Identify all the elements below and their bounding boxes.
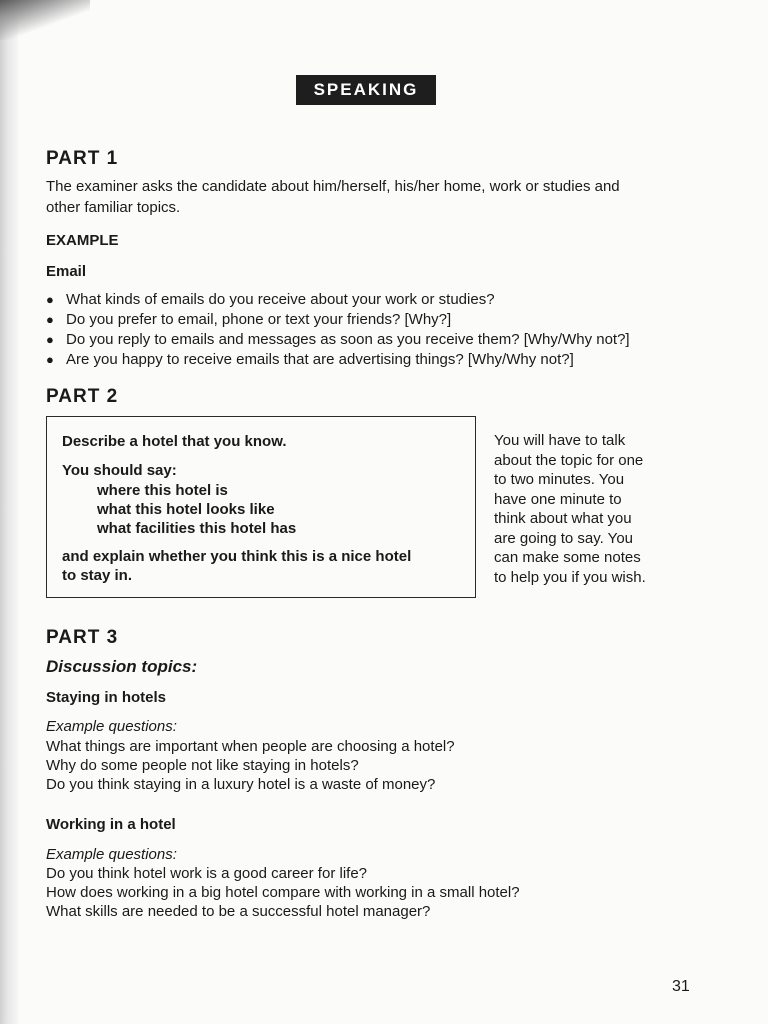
list-item: ● Do you prefer to email, phone or text your friends? [Why?] — [46, 311, 452, 328]
part3-topic-title: Working in a hotel — [46, 816, 176, 833]
cue-card — [46, 416, 476, 598]
page-left-edge-shadow — [0, 0, 18, 1024]
speaking-banner: SPEAKING — [296, 75, 436, 105]
part3-question: What things are important when people are choosing a hotel? — [46, 738, 455, 755]
list-item: ● Are you happy to receive emails that are advertising things? [Why/Why not?] — [46, 351, 574, 368]
part3-question: Do you think hotel work is a good career for life? — [46, 865, 367, 882]
part3-discussion-label: Discussion topics: — [46, 657, 198, 676]
part2-heading: PART 2 — [46, 386, 119, 407]
part3-question: Why do some people not like staying in hotels? — [46, 757, 359, 774]
part1-heading: PART 1 — [46, 148, 119, 169]
cue-card-explain-line2: to stay in. — [62, 567, 133, 584]
cue-card-point: where this hotel is — [97, 482, 228, 499]
bullet-icon: ● — [46, 292, 54, 307]
part1-question-list — [46, 290, 630, 370]
cue-card-task: Describe a hotel that you know. — [62, 433, 287, 450]
cue-card-point: what this hotel looks like — [97, 501, 275, 518]
page-corner-shadow — [0, 0, 90, 40]
part3-heading: PART 3 — [46, 627, 119, 648]
list-item: ● Do you reply to emails and messages as soon as you receive them? [Why/Why not?] — [46, 331, 630, 348]
part1-topic: Email — [46, 263, 87, 280]
part3-question: Do you think staying in a luxury hotel is a waste of money? — [46, 776, 436, 793]
bullet-icon: ● — [46, 312, 54, 327]
part1-intro-line1: The examiner asks the candidate about him/herself, his/her home, work or studies and — [46, 178, 620, 195]
cue-card-point: what facilities this hotel has — [97, 520, 297, 537]
page-number: 31 — [672, 978, 690, 995]
part3-question: What skills are needed to be a successful hotel manager? — [46, 903, 431, 920]
cue-card-should-say: You should say: — [62, 462, 177, 479]
bullet-icon: ● — [46, 332, 54, 347]
part3-question: How does working in a big hotel compare with working in a small hotel? — [46, 884, 520, 901]
part1-example-label: EXAMPLE — [46, 232, 119, 249]
part1-intro-line2: other familiar topics. — [46, 199, 181, 216]
list-item: ● What kinds of emails do you receive about your work or studies? — [46, 291, 495, 308]
part3-example-label: Example questions: — [46, 846, 177, 863]
part3-example-label: Example questions: — [46, 718, 177, 735]
part3-topic-title: Staying in hotels — [46, 689, 167, 706]
part2-side-note: You will have to talk about the topic for one to two minutes. You have one minute to think about what you are going to say. You can make some notes to help you if you wish. — [494, 432, 646, 586]
cue-card-explain-line1: and explain whether you think this is a nice hotel — [62, 548, 412, 565]
bullet-icon: ● — [46, 352, 54, 367]
